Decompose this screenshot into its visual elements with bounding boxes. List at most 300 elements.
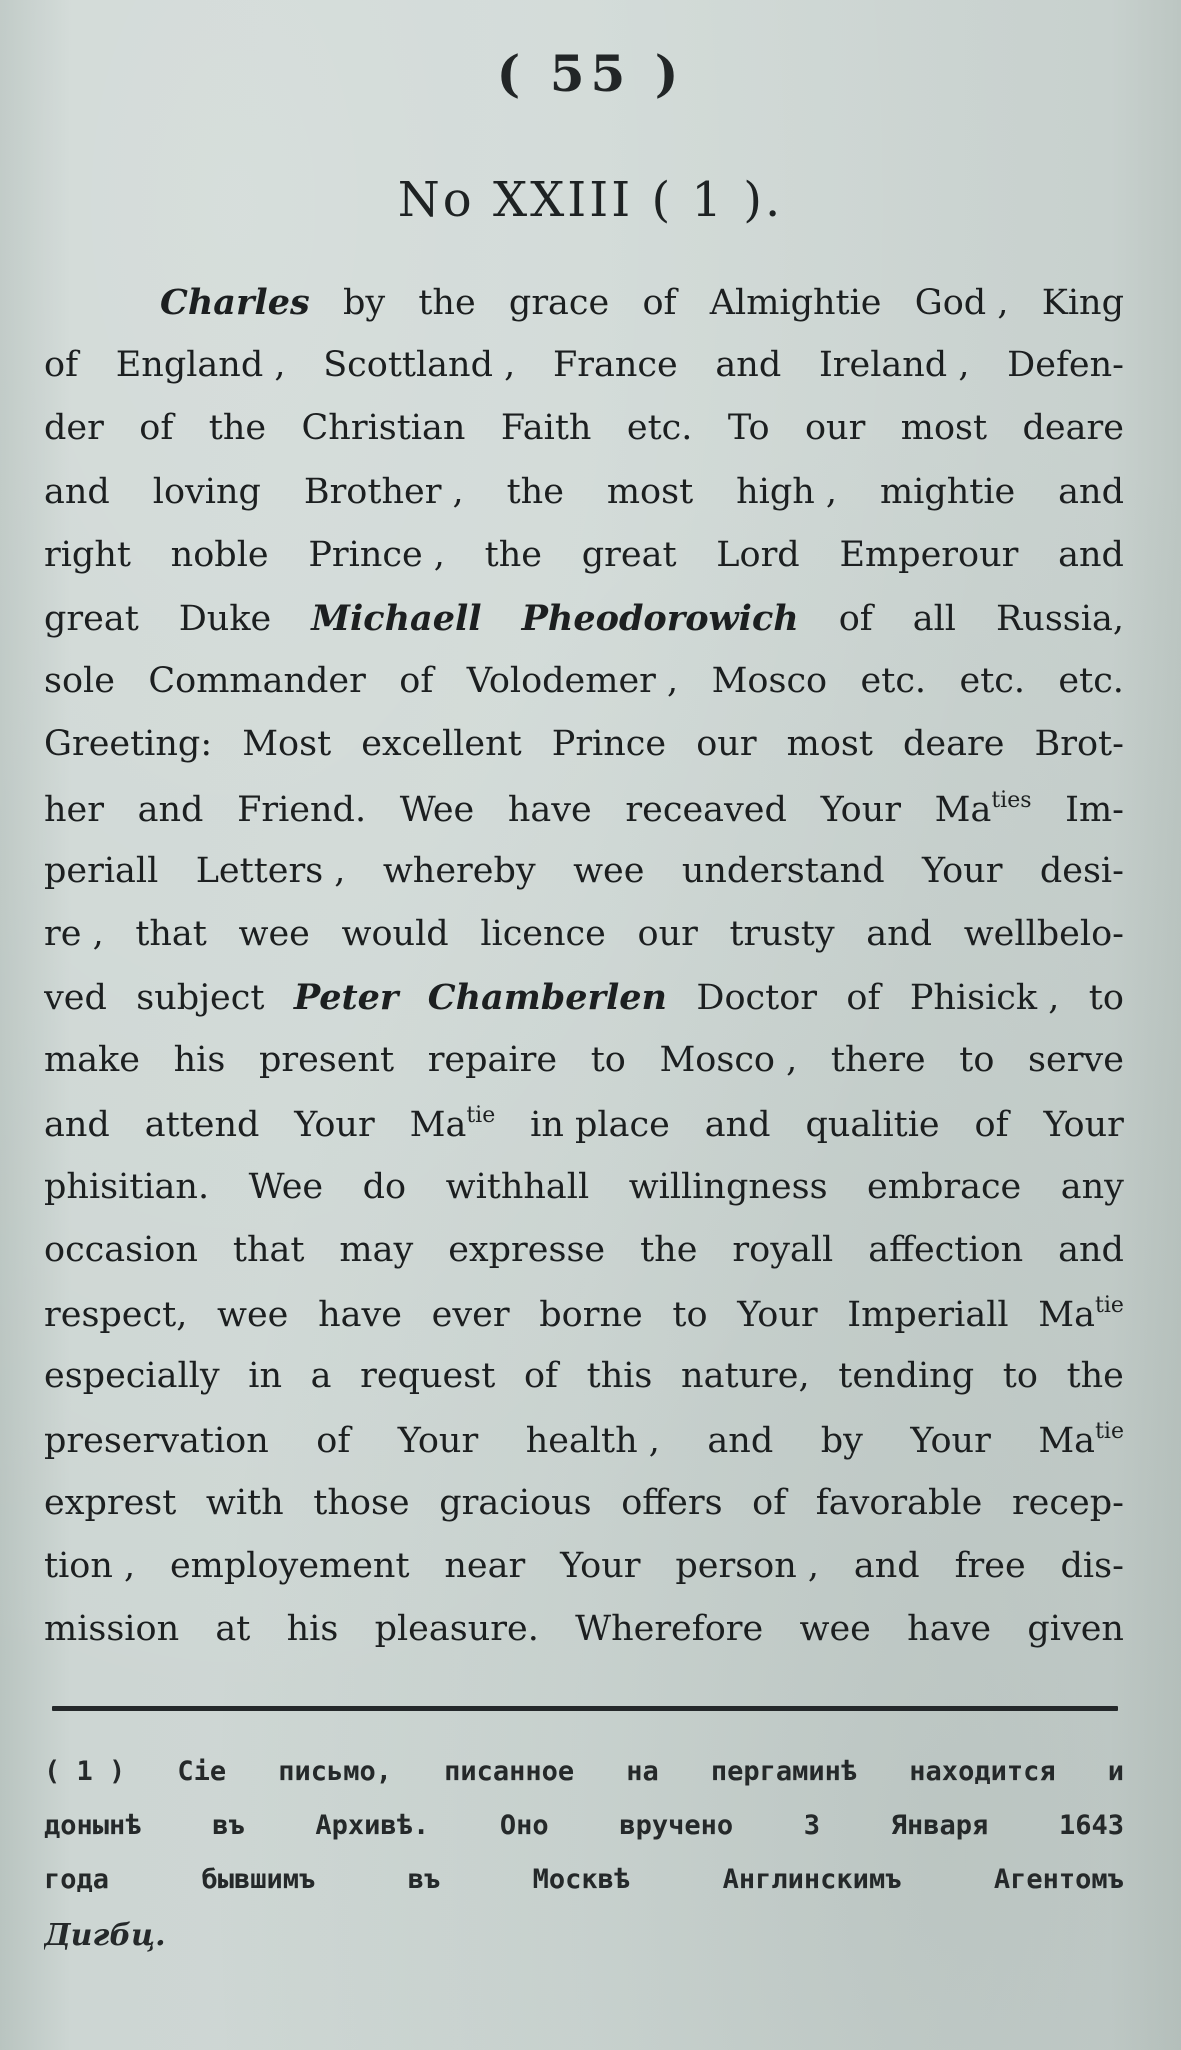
word: [215, 1609, 250, 1649]
word: [819, 345, 970, 385]
word: [145, 1105, 260, 1145]
word-text: his: [286, 1608, 339, 1649]
word: [363, 1167, 406, 1207]
word-text: Your: [397, 1421, 479, 1462]
word: [467, 661, 678, 701]
word-text: any: [1060, 1166, 1124, 1207]
word-text: our: [637, 913, 698, 954]
word: [642, 283, 676, 323]
word-text: her: [44, 789, 104, 830]
word: [1038, 1419, 1124, 1461]
word-text: Phisick ,: [909, 978, 1060, 1019]
footnote-word: письмо,: [278, 1756, 393, 1787]
word: [582, 535, 677, 575]
word-text: would: [341, 913, 449, 954]
word-text: most: [606, 471, 694, 512]
word-text: do: [362, 1166, 407, 1207]
word-text: Ma: [1038, 1295, 1095, 1335]
word: [846, 978, 880, 1018]
word: [715, 345, 781, 385]
word: [560, 1546, 640, 1586]
word: [922, 851, 1002, 891]
word-text: occasion: [44, 1229, 198, 1270]
word: [880, 472, 1015, 512]
word: [907, 1609, 991, 1649]
word: [116, 345, 286, 385]
text-line: [44, 1483, 1124, 1546]
word-text: the: [208, 408, 267, 449]
footnote-word: въ: [212, 1810, 245, 1841]
footnote-word: ( 1 ): [44, 1756, 126, 1787]
word: [800, 1609, 871, 1649]
word-text: deare: [903, 724, 1005, 765]
word: [361, 724, 521, 764]
word: [866, 914, 932, 954]
word: [44, 914, 104, 954]
footnote-word: писанное: [444, 1756, 575, 1787]
word-text: etc.: [959, 661, 1025, 702]
word-text: Peter: [293, 977, 399, 1019]
footnote-word: находится: [909, 1756, 1056, 1787]
word: [526, 1421, 660, 1461]
word-text: whereby: [382, 850, 536, 891]
word-text: etc.: [1058, 661, 1124, 702]
superscript: tie: [1095, 1419, 1124, 1445]
word-text: to: [959, 1040, 995, 1081]
word-text: Wherefore: [575, 1608, 764, 1649]
word-text: Wee: [248, 1166, 324, 1207]
word-text: have: [507, 789, 592, 830]
word-text: desi-: [1039, 850, 1124, 891]
word: [206, 1483, 284, 1523]
word: [242, 724, 331, 764]
word-text: Brot-: [1034, 724, 1124, 765]
word: [153, 472, 261, 512]
word: [539, 1295, 642, 1335]
word-text: in place: [530, 1105, 670, 1146]
word-text: Ma: [409, 1105, 467, 1146]
word-text: to: [1002, 1356, 1038, 1397]
word-text: and: [866, 913, 933, 954]
word-text: embrace: [867, 1166, 1022, 1207]
word-text: make: [44, 1040, 140, 1081]
word-text: England ,: [115, 345, 286, 386]
word-text: to: [1088, 978, 1124, 1019]
word: [816, 1483, 983, 1523]
word: [400, 790, 475, 830]
word: [44, 599, 139, 639]
word-text: exprest: [44, 1482, 177, 1523]
word-text: wee: [217, 1295, 289, 1335]
footnote-word: пергаминѣ: [710, 1756, 858, 1787]
word: [1058, 535, 1124, 575]
word-text: etc.: [626, 408, 693, 449]
word-text: favorable: [815, 1482, 983, 1523]
word: [446, 1167, 590, 1207]
document-title: No XXIII ( 1 ).: [397, 172, 784, 228]
word: [910, 978, 1060, 1018]
word-text: deare: [1022, 408, 1124, 449]
word: [239, 914, 310, 954]
footnote-word: въ: [407, 1864, 441, 1895]
word-text: health ,: [525, 1421, 660, 1462]
word: [839, 535, 1018, 575]
word-text: of: [642, 283, 677, 323]
word-text: Pheodorowich: [521, 597, 799, 639]
word: [959, 661, 1025, 701]
word: [696, 978, 817, 1018]
word: [304, 472, 464, 512]
word: [707, 1421, 773, 1461]
word-text: Im-: [1065, 789, 1124, 830]
word-text: Prince ,: [308, 534, 445, 575]
word-text: of: [846, 978, 881, 1019]
word: [248, 1356, 282, 1396]
word-text: Chamberlen: [427, 977, 667, 1019]
word: [44, 724, 212, 764]
word: [507, 472, 564, 512]
word: [627, 408, 693, 448]
word-text: preservation: [44, 1421, 269, 1462]
word: [975, 1105, 1009, 1145]
word-text: and: [44, 1105, 110, 1146]
word: [410, 1103, 496, 1145]
word: [44, 1167, 209, 1207]
word: [913, 599, 956, 639]
word-text: etc.: [860, 661, 927, 702]
word: [1022, 408, 1123, 448]
word: [316, 1421, 350, 1461]
word-text: Your: [294, 1105, 375, 1146]
word: [342, 914, 449, 954]
word-text: dis-: [1060, 1545, 1124, 1586]
word: [1058, 1230, 1124, 1270]
word-text: ever: [431, 1295, 510, 1335]
footnote-divider: [52, 1706, 1118, 1711]
word: [682, 851, 885, 891]
text-line: [44, 661, 1124, 724]
word-text: re ,: [44, 913, 104, 954]
word-text: affection: [868, 1229, 1024, 1270]
word: [712, 661, 828, 701]
word: [399, 661, 433, 701]
word-text: free: [954, 1545, 1026, 1586]
word-text: and: [1058, 1229, 1124, 1270]
word-text: Charles: [160, 282, 310, 323]
word-text: great: [581, 534, 677, 575]
word-text: qualitie: [805, 1105, 940, 1146]
word: [44, 1546, 135, 1586]
footnote-word: Агентомъ: [993, 1864, 1124, 1895]
footnote-line: [44, 1810, 1124, 1864]
word-text: Greeting:: [44, 724, 213, 765]
word: [398, 1421, 478, 1461]
word-text: the: [418, 283, 476, 323]
word-text: person ,: [675, 1545, 820, 1586]
word: [44, 790, 104, 830]
word: [311, 1356, 332, 1396]
word-text: Brother ,: [303, 471, 464, 512]
text-line: [44, 282, 1124, 345]
word-text: a: [310, 1356, 332, 1397]
word: [259, 1040, 394, 1080]
word-text: that: [135, 913, 207, 954]
word: [1040, 851, 1124, 891]
word: [375, 1609, 539, 1649]
italic-word: [428, 977, 667, 1018]
italic-word: [160, 282, 310, 323]
word-text: expresse: [448, 1229, 606, 1270]
word: [44, 1609, 179, 1649]
word: [44, 1295, 187, 1335]
word: [854, 1546, 920, 1586]
word-text: given: [1027, 1608, 1124, 1649]
text-line: [44, 598, 1124, 661]
word: [736, 472, 837, 512]
text-line: [44, 1356, 1124, 1419]
word-text: Your: [1043, 1105, 1124, 1146]
word: [418, 283, 475, 323]
word-text: withhall: [445, 1166, 590, 1207]
word-text: nature,: [681, 1356, 810, 1397]
text-line: [44, 977, 1124, 1040]
word: [1007, 345, 1124, 385]
word: [480, 914, 606, 954]
footnote-word: года: [44, 1864, 110, 1895]
word: [339, 1230, 413, 1270]
word-text: wee: [573, 850, 645, 891]
word: [710, 283, 882, 323]
word: [44, 535, 131, 575]
word: [573, 851, 644, 891]
word: [428, 1040, 557, 1080]
word-text: of: [44, 345, 79, 386]
word-text: Christian: [301, 408, 466, 449]
word-text: recep-: [1011, 1482, 1124, 1523]
word: [308, 535, 445, 575]
text-line: [44, 345, 1124, 408]
word-text: most: [786, 724, 873, 765]
word-text: those: [313, 1482, 410, 1523]
word-text: our: [696, 724, 757, 765]
footnote-word: Англинскимъ: [722, 1864, 902, 1895]
superscript: ties: [991, 787, 1032, 813]
word: [217, 1295, 288, 1335]
word-text: and: [1058, 534, 1124, 575]
word-text: of: [139, 408, 174, 449]
word-text: and: [44, 471, 110, 512]
word: [44, 408, 104, 448]
word: [640, 1230, 697, 1270]
word: [910, 1421, 990, 1461]
word: [625, 790, 787, 830]
word: [1003, 1356, 1038, 1396]
page-number: ( 55 ): [496, 44, 685, 103]
word-text: ved: [44, 978, 107, 1019]
word-text: pleasure.: [374, 1608, 539, 1649]
word: [44, 661, 115, 701]
word: [847, 1295, 1008, 1335]
word-text: of: [316, 1421, 351, 1462]
word-text: excellent: [361, 724, 522, 765]
word-text: to: [590, 1040, 626, 1081]
word: [233, 1230, 305, 1270]
word-text: employement: [169, 1545, 410, 1586]
word-text: wellbelo-: [963, 913, 1124, 954]
word: [170, 1546, 410, 1586]
word-text: grace: [508, 283, 610, 323]
word: [915, 283, 1009, 323]
word: [135, 914, 207, 954]
word: [485, 535, 542, 575]
word-text: the: [484, 534, 542, 575]
word: [681, 1356, 810, 1396]
word: [444, 1546, 525, 1586]
word-text: with: [205, 1482, 284, 1523]
word-text: Defen-: [1007, 345, 1124, 386]
word: [44, 472, 110, 512]
word: [1089, 978, 1124, 1018]
word: [659, 1040, 797, 1080]
word-text: attend: [144, 1105, 260, 1146]
word-text: Emperour: [839, 534, 1019, 575]
word: [171, 535, 269, 575]
footnote-word: вручено: [619, 1810, 734, 1841]
footnote-word: Января: [890, 1810, 989, 1841]
word-text: present: [258, 1040, 395, 1081]
footnote-word: на: [626, 1756, 659, 1787]
word-text: France: [552, 345, 678, 386]
word: [439, 1483, 591, 1523]
footnote: [44, 1756, 1124, 1972]
word-text: great: [44, 598, 139, 639]
word-text: wee: [238, 913, 310, 954]
word-text: Russia,: [995, 598, 1124, 639]
word: [575, 1609, 763, 1649]
word: [955, 1546, 1026, 1586]
word: [629, 1167, 828, 1207]
word-text: God ,: [914, 283, 1009, 323]
word: [179, 599, 272, 639]
word-text: Your: [922, 850, 1003, 891]
word: [1067, 1356, 1124, 1396]
word: [1035, 724, 1124, 764]
word: [821, 1421, 863, 1461]
text-line: [44, 1167, 1124, 1230]
footnote-word: 1643: [1058, 1810, 1124, 1841]
word: [996, 599, 1124, 639]
word: [448, 1230, 605, 1270]
word-text: mightie: [879, 471, 1016, 512]
text-line: [44, 1040, 1124, 1103]
word-text: by: [342, 283, 386, 323]
word-text: the: [1066, 1356, 1124, 1397]
text-line: [44, 1546, 1124, 1609]
text-line: [44, 1419, 1124, 1482]
word-text: Commander: [148, 661, 366, 702]
word-text: at: [215, 1608, 251, 1649]
word-text: high ,: [736, 471, 838, 512]
italic-word: [311, 598, 481, 639]
word: [867, 1167, 1021, 1207]
word: [249, 1167, 324, 1207]
word: [1061, 1546, 1124, 1586]
word: [383, 851, 536, 891]
word-text: and: [715, 345, 782, 386]
word-text: our: [804, 408, 866, 449]
word-text: Your: [560, 1545, 641, 1586]
word: [838, 1356, 974, 1396]
word-text: repaire: [427, 1040, 558, 1081]
text-line: [44, 408, 1124, 471]
word-text: offers: [621, 1482, 723, 1523]
word-text: to: [672, 1295, 708, 1335]
word: [861, 661, 927, 701]
word: [432, 1295, 510, 1335]
letter-body: [44, 282, 1124, 1672]
word: [675, 1546, 819, 1586]
word-text: periall: [44, 850, 159, 891]
word-text: Almightie: [709, 283, 882, 323]
word-text: Wee: [399, 789, 475, 830]
word: [530, 1105, 670, 1145]
word: [302, 408, 466, 448]
footnote-line: [44, 1864, 1124, 1918]
word-text: Michaell: [311, 597, 482, 639]
word-text: Your: [820, 789, 901, 830]
word-text: Prince: [551, 724, 667, 765]
word: [287, 1609, 339, 1649]
word: [44, 1421, 269, 1461]
word: [524, 1356, 558, 1396]
word: [831, 1040, 926, 1080]
word-text: willingness: [628, 1166, 828, 1207]
text-line: [44, 851, 1124, 914]
word: [964, 914, 1124, 954]
word-text: Imperiall: [847, 1295, 1009, 1335]
word: [737, 1295, 817, 1335]
footnote-line: [44, 1756, 1124, 1810]
word-text: To: [727, 408, 770, 449]
word: [323, 345, 515, 385]
word: [587, 1356, 653, 1396]
word: [729, 914, 834, 954]
word: [716, 535, 799, 575]
word: [44, 345, 78, 385]
word-text: and: [707, 1421, 774, 1462]
word-text: loving: [152, 471, 261, 512]
word-text: wee: [799, 1608, 871, 1649]
word: [901, 408, 987, 448]
word-text: royall: [732, 1229, 834, 1270]
word: [136, 978, 264, 1018]
word-text: request: [360, 1356, 496, 1397]
word: [174, 1040, 226, 1080]
text-line: [44, 1230, 1124, 1293]
word: [44, 1105, 110, 1145]
word: [209, 408, 266, 448]
word-text: subject: [136, 978, 265, 1019]
word: [1042, 283, 1124, 323]
word-text: King: [1041, 283, 1124, 323]
word-text: of: [399, 661, 434, 702]
word: [607, 472, 693, 512]
word-text: noble: [170, 534, 269, 575]
word-text: most: [900, 408, 988, 449]
word: [705, 1105, 771, 1145]
word-text: Faith: [500, 408, 592, 449]
word: [752, 1483, 786, 1523]
